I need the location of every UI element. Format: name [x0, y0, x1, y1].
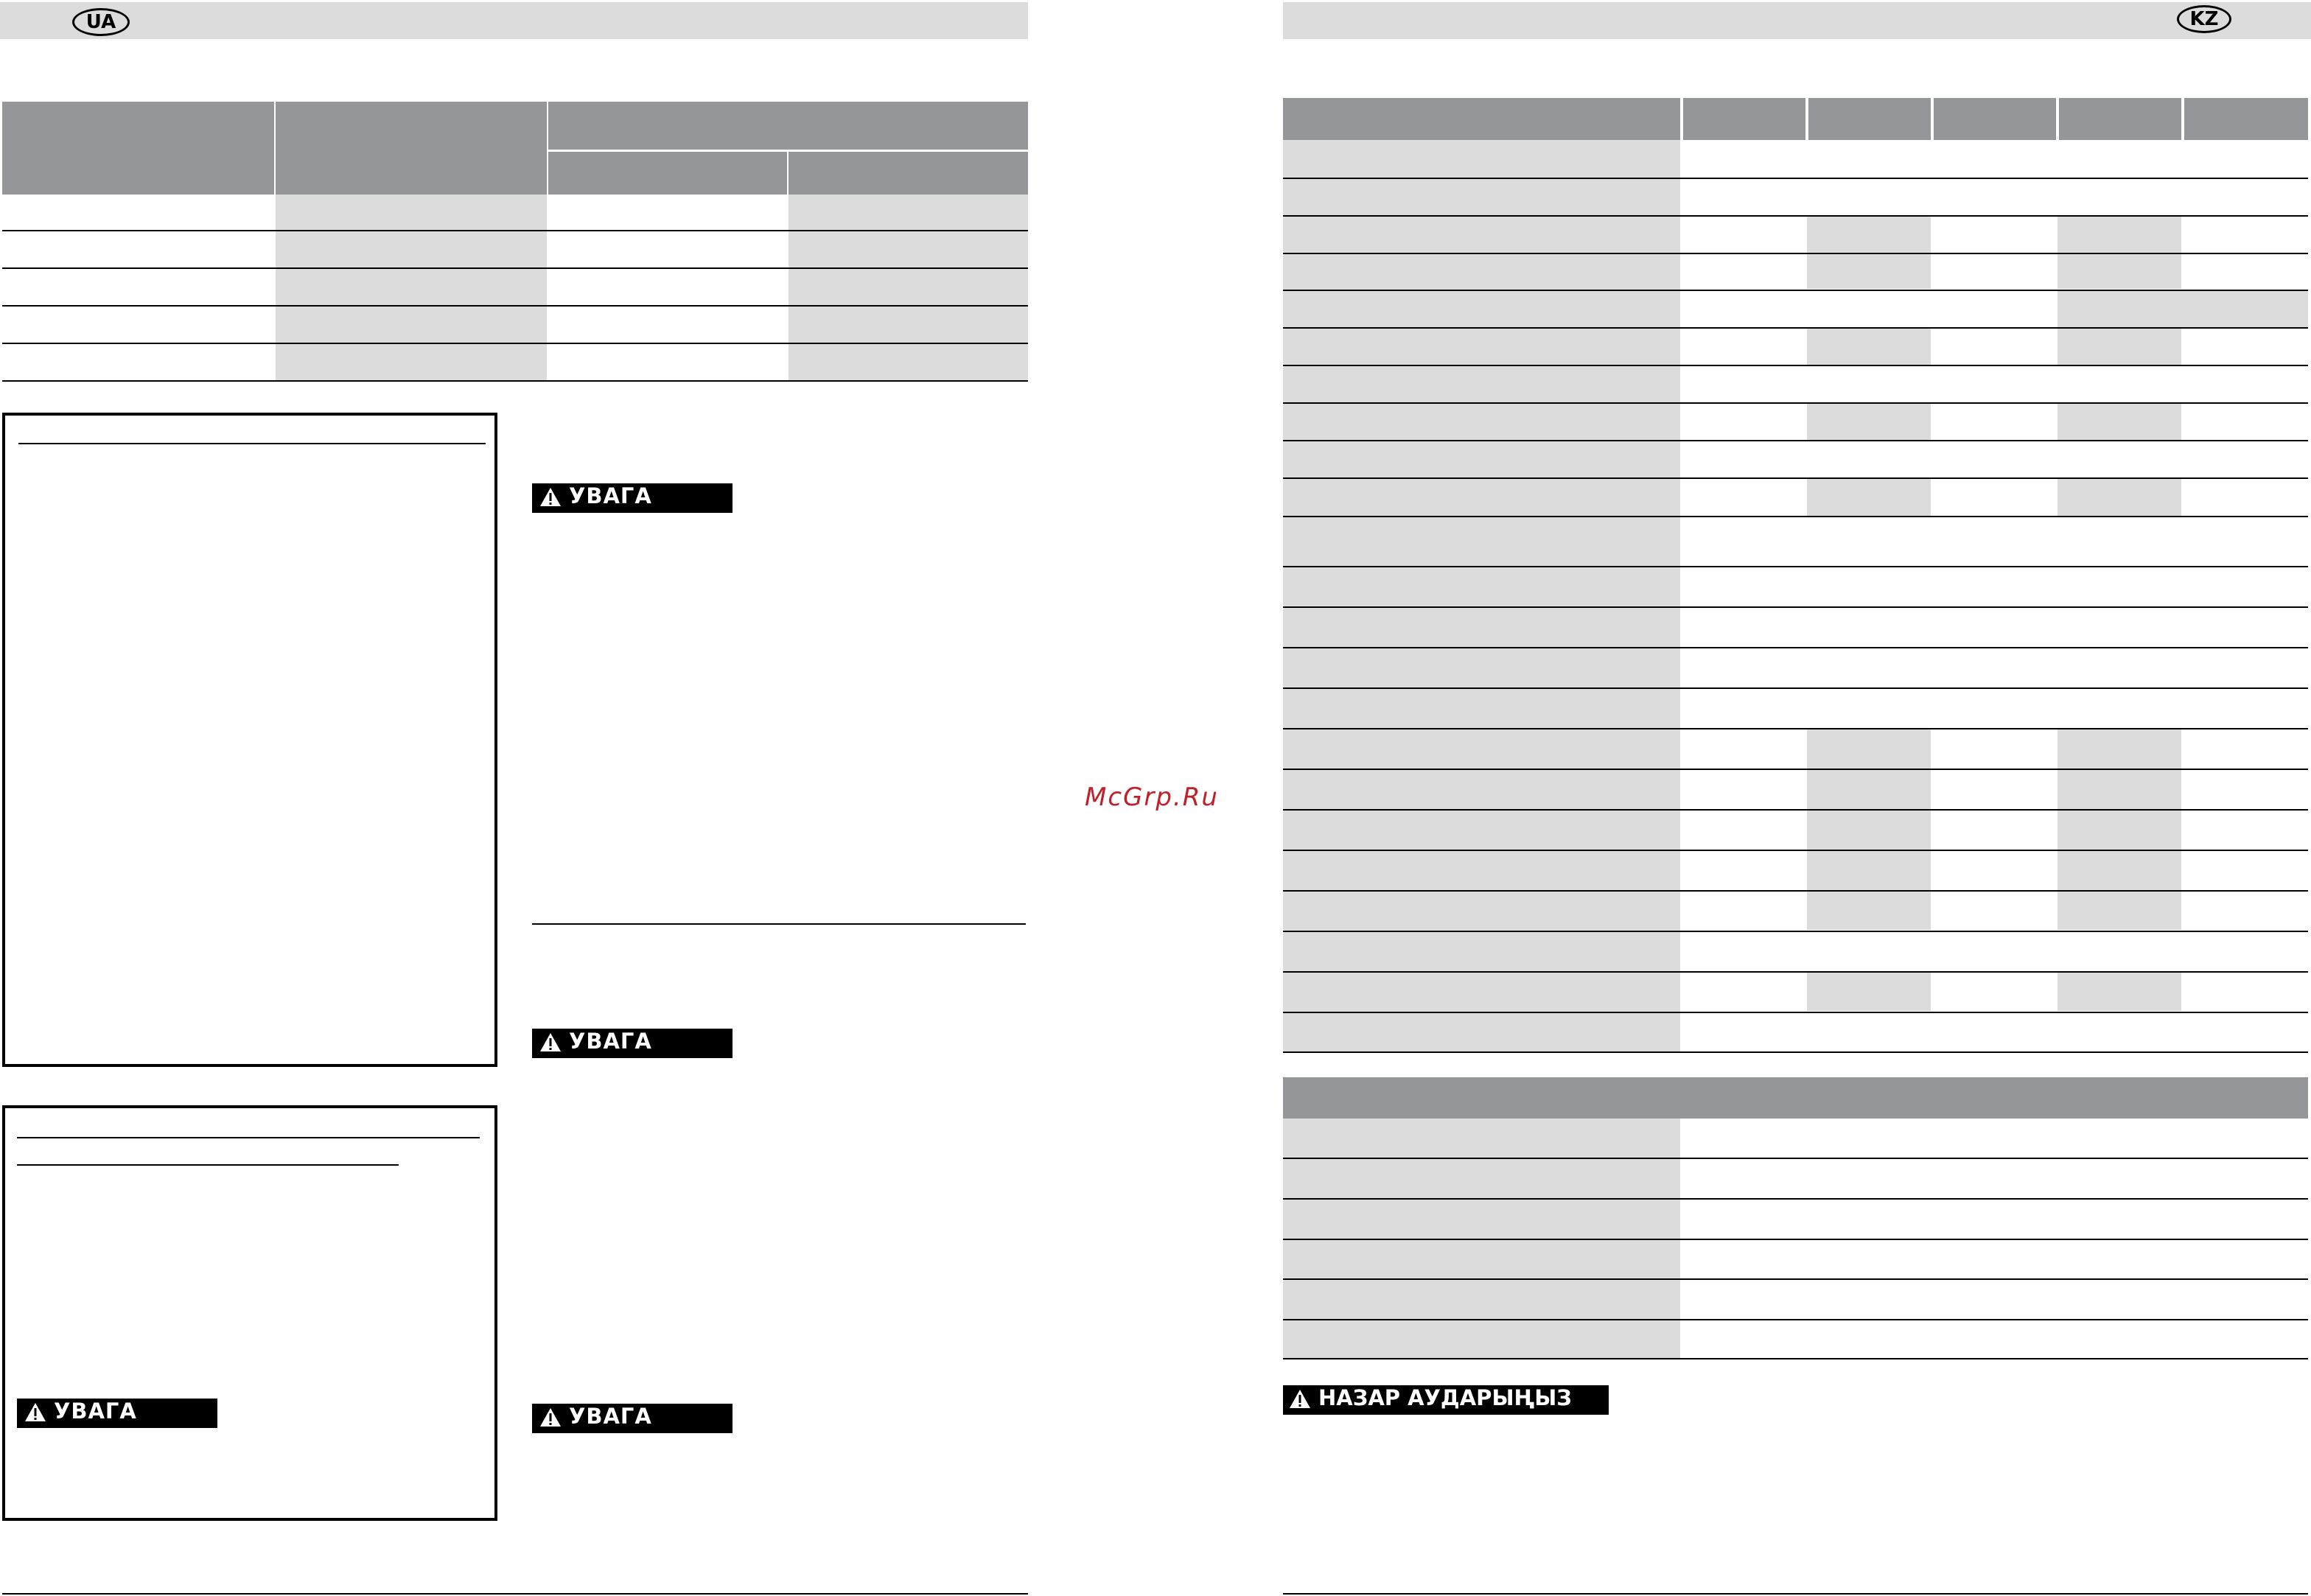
- kz-language-badge: KZ: [2177, 5, 2231, 33]
- kz-table-label-column: [1283, 140, 1680, 1052]
- kz-table-row: [1283, 647, 2308, 648]
- ua-note-box-2-rule-2: [17, 1164, 399, 1166]
- warning-label: УВАГА: [532, 1404, 733, 1433]
- warning-triangle-icon: [24, 1402, 46, 1422]
- kz-table-row: [1283, 687, 2308, 689]
- ua-table-row: [2, 343, 1028, 344]
- kz-table-row: [1283, 516, 2308, 517]
- kz-table-row: [1283, 850, 2308, 851]
- kz-header-band: [1283, 2, 2311, 39]
- kz-table-row: [1283, 728, 2308, 729]
- kz-table-row: [1283, 809, 2308, 811]
- kz-table-row: [1283, 971, 2308, 973]
- warning-label: НАЗАР АУДАРЫҢЫЗ: [1283, 1385, 1609, 1415]
- ua-table-header: [2, 102, 1028, 195]
- kz-table-row: [1283, 1358, 2308, 1359]
- kz-table-row: [1283, 1239, 2308, 1240]
- kz-table-row: [1283, 1198, 2308, 1200]
- kz-table-row: [1283, 1012, 2308, 1013]
- warning-triangle-icon: [539, 1032, 562, 1052]
- warning-label: УВАГА: [532, 1029, 733, 1058]
- ua-section-divider: [532, 923, 1026, 925]
- kz-table-row: [1283, 606, 2308, 608]
- watermark-text: McGrp.Ru: [1085, 783, 1219, 812]
- kz-table-row: [1283, 365, 2308, 366]
- kz-table-row: [1283, 178, 2308, 179]
- ua-language-badge: UA: [72, 8, 130, 36]
- kz-table-row: [1283, 327, 2308, 329]
- kz-table-row: [1283, 890, 2308, 892]
- warning-triangle-icon: [539, 1407, 562, 1427]
- kz-table-row: [1283, 1051, 2308, 1053]
- kz-table-header: [1283, 98, 2308, 140]
- kz-table-row: [1283, 215, 2308, 217]
- ua-table-row: [2, 380, 1028, 382]
- warning-triangle-icon: [1289, 1389, 1311, 1409]
- kz-table-row: [1283, 1158, 2308, 1159]
- kz-table-row: [1283, 1319, 2308, 1320]
- ua-footer-rule: [2, 1593, 1028, 1595]
- ua-table-shaded-col-2: [789, 195, 1028, 382]
- ua-note-box-1: [2, 413, 497, 1067]
- ua-table-row: [2, 230, 1028, 231]
- ua-note-box-2-rule-1: [17, 1137, 480, 1138]
- kz-second-table-header: [1283, 1077, 2308, 1119]
- warning-triangle-icon: [539, 487, 562, 507]
- kz-table-row: [1283, 402, 2308, 404]
- warning-label: УВАГА: [532, 483, 733, 513]
- kz-table-row: [1283, 440, 2308, 441]
- kz-table-row: [1283, 477, 2308, 479]
- kz-footer-rule: [1283, 1593, 2308, 1595]
- kz-table-row: [1283, 1278, 2308, 1280]
- kz-table-row: [1283, 566, 2308, 567]
- ua-table-row: [2, 267, 1028, 269]
- kz-table-row: [1283, 290, 2308, 291]
- kz-table-row: [1283, 931, 2308, 932]
- warning-label: УВАГА: [17, 1399, 217, 1428]
- ua-header-band: [0, 2, 1028, 39]
- kz-table-row: [1283, 769, 2308, 770]
- kz-table-row: [1283, 253, 2308, 254]
- ua-note-box-2: [2, 1105, 497, 1521]
- ua-table-shaded-col-1: [276, 195, 547, 382]
- ua-note-box-1-rule: [18, 443, 486, 444]
- ua-table-row: [2, 305, 1028, 307]
